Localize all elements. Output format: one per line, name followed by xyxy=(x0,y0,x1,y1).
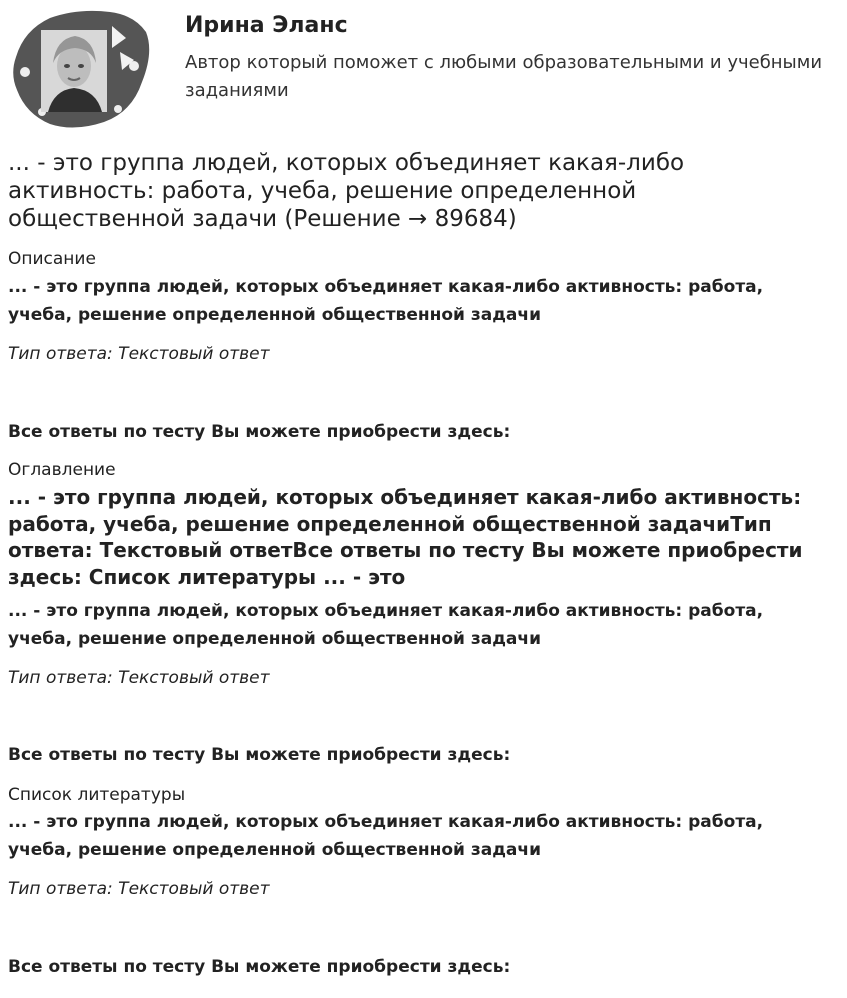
section-label-toc: Оглавление xyxy=(8,460,116,480)
section-label-description: Описание xyxy=(8,249,96,269)
toc-text: ... - это группа людей, которых объединяет какая-либо активность: работа, учеба, решение определенной общественной задачиТип ответа: Текстовый ответВсе ответы по тесту Вы можете приобрести здесь: Список литературы ... - это xyxy=(8,485,803,589)
description-question: ... - это группа людей, которых объединяет какая-либо активность: работа, учеба, решение определенной общественной задачи xyxy=(8,277,764,325)
page-title: ... - это группа людей, которых объединяет какая-либо активность: работа, учеба, решение определенной общественной задачи (Решение → 89684) xyxy=(8,150,685,232)
section-label-references: Список литературы xyxy=(8,785,186,805)
references-buy-note: Все ответы по тесту Вы можете приобрести здесь: xyxy=(8,957,511,977)
author-avatar[interactable] xyxy=(8,8,151,128)
toc-question: ... - это группа людей, которых объединяет какая-либо активность: работа, учеба, решение определенной общественной задачи xyxy=(8,601,764,649)
author-bio: Автор который поможет с любыми образовательными и учебными заданиями xyxy=(185,52,823,101)
toc-buy-note: Все ответы по тесту Вы можете приобрести здесь: xyxy=(8,745,511,765)
references-answer-type: Тип ответа: Текстовый ответ xyxy=(8,879,270,899)
references-question: ... - это группа людей, которых объединяет какая-либо активность: работа, учеба, решение определенной общественной задачи xyxy=(8,812,764,860)
author-card xyxy=(0,0,847,132)
description-answer-type: Тип ответа: Текстовый ответ xyxy=(8,344,270,364)
toc-answer-type: Тип ответа: Текстовый ответ xyxy=(8,668,270,688)
description-buy-note: Все ответы по тесту Вы можете приобрести здесь: xyxy=(8,422,511,442)
author-name[interactable]: Ирина Эланс xyxy=(185,13,348,38)
